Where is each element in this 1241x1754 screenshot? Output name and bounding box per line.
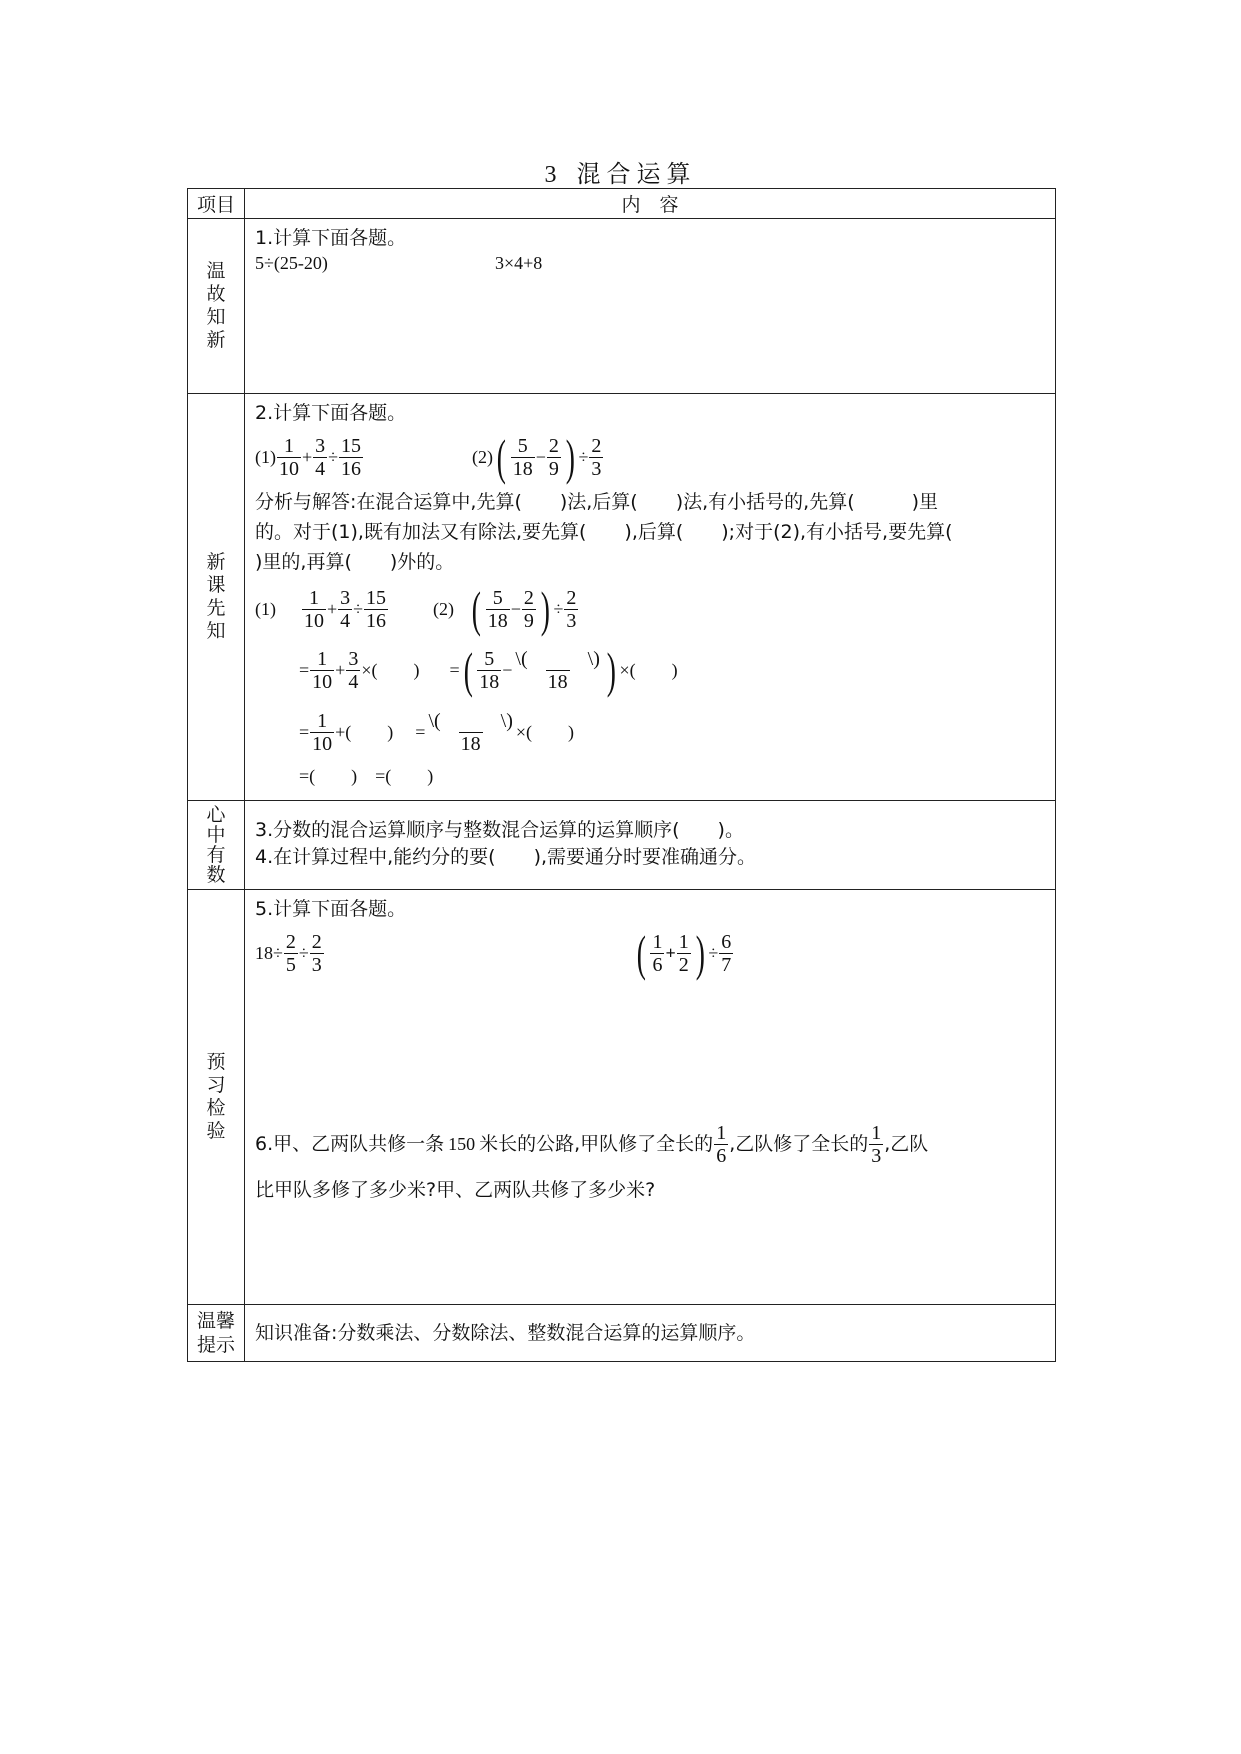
p2-label: (2) — [472, 446, 494, 467]
frac-2-3: $\frac{2}{3}$ — [591, 434, 602, 480]
check-label: 预习检验 — [206, 1051, 226, 1142]
div-sign: ÷ — [578, 446, 589, 467]
tip-label: 温馨提示 — [196, 1310, 235, 1356]
review-row — [188, 219, 1056, 394]
q2-text: 2.计算下面各题。 — [255, 402, 407, 424]
tip-text: 知识准备:分数乘法、分数除法、整数混合运算的运算顺序。 — [245, 1305, 1056, 1362]
frac-1-10: $\frac{1}{10}$ — [279, 434, 299, 480]
q5-exprs: 18÷ $\frac{2}{5}$ ÷ $\frac{2}{3}$ ( $\frac{1}{6}$ + $\frac{1}{2}$ ) ÷ $\frac{6}{7}$ — [255, 925, 732, 981]
plus-sign: + — [302, 446, 313, 467]
q6-line-2: 比甲队多修了多少米?甲、乙两队共修了多少米? — [255, 1179, 656, 1201]
work-row-3: = $\frac{1}{10}$ +( ) = $\frac{\backslash( \backslash)}{18}$ ×( ) — [299, 709, 575, 755]
frac-5-18: $\frac{5}{18}$ — [512, 434, 533, 480]
q1-text: 1.计算下面各题。 — [255, 227, 407, 249]
frac-3-4: $\frac{3}{4}$ — [315, 434, 326, 480]
header-content: 内 容 — [245, 189, 1056, 219]
left-paren: ( — [496, 429, 506, 485]
q6-line-1: 6.甲、乙两队共修一条 150 米长的公路,甲队修了全长的 $\frac{1}{6}$ ,乙队修了全长的 $\frac{1}{3}$ ,乙队 — [255, 1121, 929, 1167]
expr-a: 5÷(25-20) — [255, 253, 328, 273]
div-sign: ÷ — [328, 446, 339, 467]
new-row — [188, 394, 1056, 801]
work-row-4: =( ) =( ) — [299, 766, 434, 786]
analysis-line-2: 的。对于(1),既有加法又有除法,要先算( ),后算( );对于(2),有小括号,要先算( — [255, 521, 953, 543]
q3-text: 3.分数的混合运算顺序与整数混合运算的运算顺序( )。 — [255, 819, 744, 841]
review-label: 温故知新 — [206, 260, 226, 351]
expr-b: 3×4+8 — [495, 253, 543, 273]
check-row — [188, 890, 1056, 1305]
analysis-text — [255, 487, 1045, 577]
title-number: 3 — [544, 162, 563, 188]
new-label: 新课先知 — [206, 551, 226, 642]
q5-text: 5.计算下面各题。 — [255, 898, 407, 920]
right-paren: ) — [565, 429, 575, 485]
frac-2-9: $\frac{2}{9}$ — [548, 434, 559, 480]
analysis-line-1: 分析与解答:在混合运算中,先算( )法,后算( )法,有小括号的,先算( )里 — [255, 491, 939, 513]
mind-label: 心中有数 — [206, 803, 226, 886]
header-row — [188, 189, 1056, 219]
title-text: 混合运算 — [576, 160, 697, 188]
p1-label: (1) — [255, 446, 276, 467]
work-row-2: = $\frac{1}{10}$ + $\frac{3}{4}$ ×( ) = ( $\frac{5}{18}$ − $\frac{\backslash( \backslash)}{18}$ ) ×( ) — [299, 642, 678, 698]
analysis-line-3: )里的,再算( )外的。 — [255, 551, 455, 573]
minus-sign: − — [535, 446, 546, 467]
header-item: 项目 — [188, 189, 245, 219]
work-row-1: (1) $\frac{1}{10}$ + $\frac{3}{4}$ ÷ $\frac{15}{16}$ (2) ( $\frac{5}{18}$ − $\frac{2}{9}$ ) ÷ $\frac{2}{3}$ — [255, 581, 577, 637]
mind-row — [188, 801, 1056, 890]
page-title — [0, 154, 1241, 189]
frac-15-16: $\frac{15}{16}$ — [341, 434, 362, 480]
q4-text: 4.在计算过程中,能约分的要( ),需要通分时要准确通分。 — [255, 846, 757, 868]
worksheet-table — [187, 188, 1056, 1362]
tip-row — [188, 1305, 1056, 1362]
